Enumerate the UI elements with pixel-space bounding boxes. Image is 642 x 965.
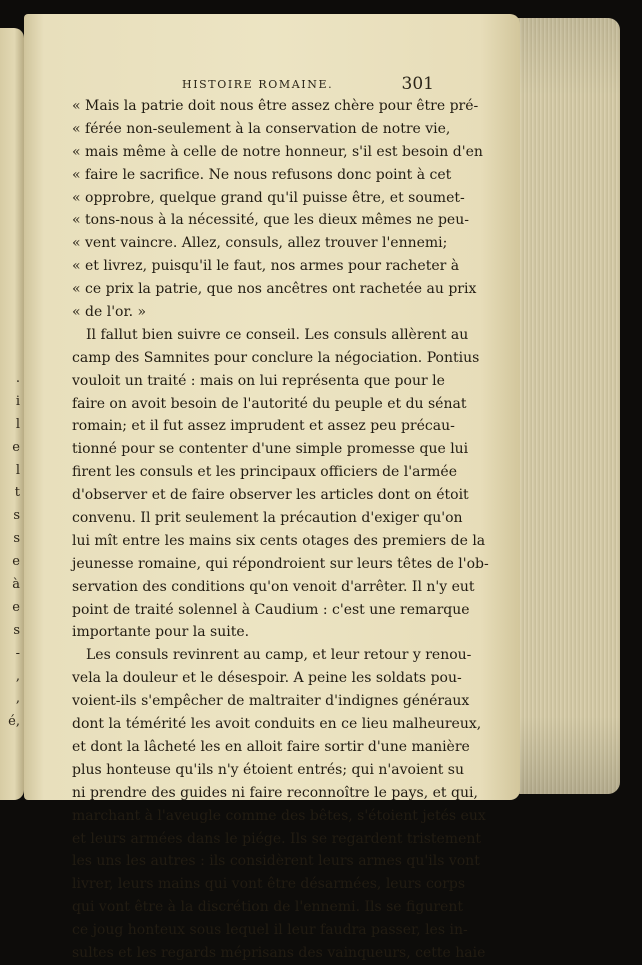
- left-page-fragment: à: [12, 577, 20, 593]
- text-line: vela la douleur et le désespoir. A peine les soldats pou-: [72, 670, 462, 687]
- text-line: « de l'or. »: [72, 304, 147, 321]
- page-number: 301: [401, 74, 434, 94]
- text-line: qui vont être à la discrétion de l'ennemi. Ils se figurent: [72, 899, 463, 916]
- left-page-fragment: é,: [8, 714, 20, 730]
- text-line: et dont la lâcheté les en alloit faire sortir d'une manière: [72, 738, 470, 755]
- book-page: [24, 14, 520, 961]
- text-line: dont la témérité les avoit conduits en ce lieu malheureux,: [72, 716, 482, 733]
- text-line: et leurs armées dans le piége. Ils se regardent tristement: [72, 830, 482, 847]
- text-line: romain; et il fut assez imprudent et assez peu précau-: [72, 418, 455, 435]
- left-page-fragment: s: [13, 622, 20, 638]
- text-line: jeunesse romaine, qui répondroient sur leurs têtes de l'ob-: [72, 555, 489, 572]
- text-line: importante pour la suite.: [72, 624, 250, 641]
- left-page-fragment: ,: [15, 668, 20, 684]
- body-text: [72, 95, 489, 965]
- text-line: « ce prix la patrie, que nos ancêtres ont rachetée au prix: [72, 281, 477, 298]
- text-line: « tons-nous à la nécessité, que les dieux mêmes ne peu-: [72, 212, 469, 229]
- left-page-fragment: s: [13, 508, 20, 524]
- text-line: « mais même à celle de notre honneur, s'il est besoin d'en: [72, 143, 483, 160]
- text-line: sultes et les regards méprisans des vainqueurs, cette haie: [72, 944, 486, 961]
- left-page-text-fragments: [0, 368, 24, 734]
- page-header: [154, 74, 434, 96]
- text-line: camp des Samnites pour conclure la négociation. Pontius: [72, 349, 480, 366]
- text-line: « férée non-seulement à la conservation de notre vie,: [72, 120, 451, 137]
- text-line: « opprobre, quelque grand qu'il puisse être, et soumet-: [72, 189, 465, 206]
- text-line: « vent vaincre. Allez, consuls, allez trouver l'ennemi;: [72, 235, 448, 252]
- text-line: faire on avoit besoin de l'autorité du peuple et du sénat: [72, 395, 467, 412]
- text-line: plus honteuse qu'ils n'y étoient entrés; qui n'avoient su: [72, 761, 465, 778]
- text-line: livrer, leurs mains qui vont être désarmées, leurs corps: [72, 876, 466, 893]
- text-line: « faire le sacrifice. Ne nous refusons donc point à cet: [72, 166, 452, 183]
- left-page-edge: [0, 28, 24, 800]
- text-line: servation des conditions qu'on venoit d'arrêter. Il n'y eut: [72, 578, 475, 595]
- left-page-fragment: .: [15, 371, 20, 386]
- text-line: voient-ils s'empêcher de maltraiter d'indignes généraux: [72, 693, 470, 710]
- left-page-fragment: l: [15, 462, 20, 478]
- left-page-fragment: e: [12, 599, 20, 615]
- text-line: « et livrez, puisqu'il le faut, nos armes pour racheter à: [72, 258, 460, 275]
- running-head: HISTOIRE ROMAINE.: [182, 78, 334, 91]
- text-line: vouloit un traité : mais on lui représenta que pour le: [72, 372, 445, 389]
- text-line: convenu. Il prit seulement la précaution d'exiger qu'on: [72, 510, 463, 527]
- text-line: Il fallut bien suivre ce conseil. Les consuls allèrent au: [86, 326, 469, 343]
- text-line: marchant à l'aveugle comme des bêtes, s'étoient jetés eux: [72, 807, 486, 824]
- left-page-fragment: s: [13, 531, 20, 547]
- text-line: point de traité solennel à Caudium : c'est une remarque: [72, 601, 470, 618]
- left-page-fragment: ,: [15, 691, 20, 707]
- text-line: Les consuls revinrent au camp, et leur retour y renou-: [86, 647, 472, 664]
- left-page-fragment: e: [12, 439, 20, 455]
- left-page-fragment: t: [14, 485, 20, 501]
- text-line: ni prendre des guides ni faire reconnoître le pays, et qui,: [72, 784, 478, 801]
- text-line: lui mît entre les mains six cents otages des premiers de la: [72, 532, 486, 549]
- text-line: les uns les autres : ils considèrent leurs armes qu'ils vont: [72, 853, 480, 870]
- text-line: « Mais la patrie doit nous être assez chère pour être pré-: [72, 98, 479, 114]
- left-page-fragment: l: [15, 416, 20, 432]
- text-line: firent les consuls et les principaux officiers de l'armée: [72, 464, 457, 481]
- book-fore-edge: [508, 18, 620, 794]
- text-line: d'observer et de faire observer les articles dont on étoit: [72, 487, 469, 504]
- left-page-fragment: e: [12, 554, 20, 570]
- text-line: tionné pour se contenter d'une simple promesse que lui: [72, 441, 469, 458]
- text-line: ce joug honteux sous lequel il leur faudra passer, les in-: [72, 922, 468, 939]
- left-page-fragment: -: [15, 645, 20, 661]
- left-page-fragment: i: [15, 393, 20, 409]
